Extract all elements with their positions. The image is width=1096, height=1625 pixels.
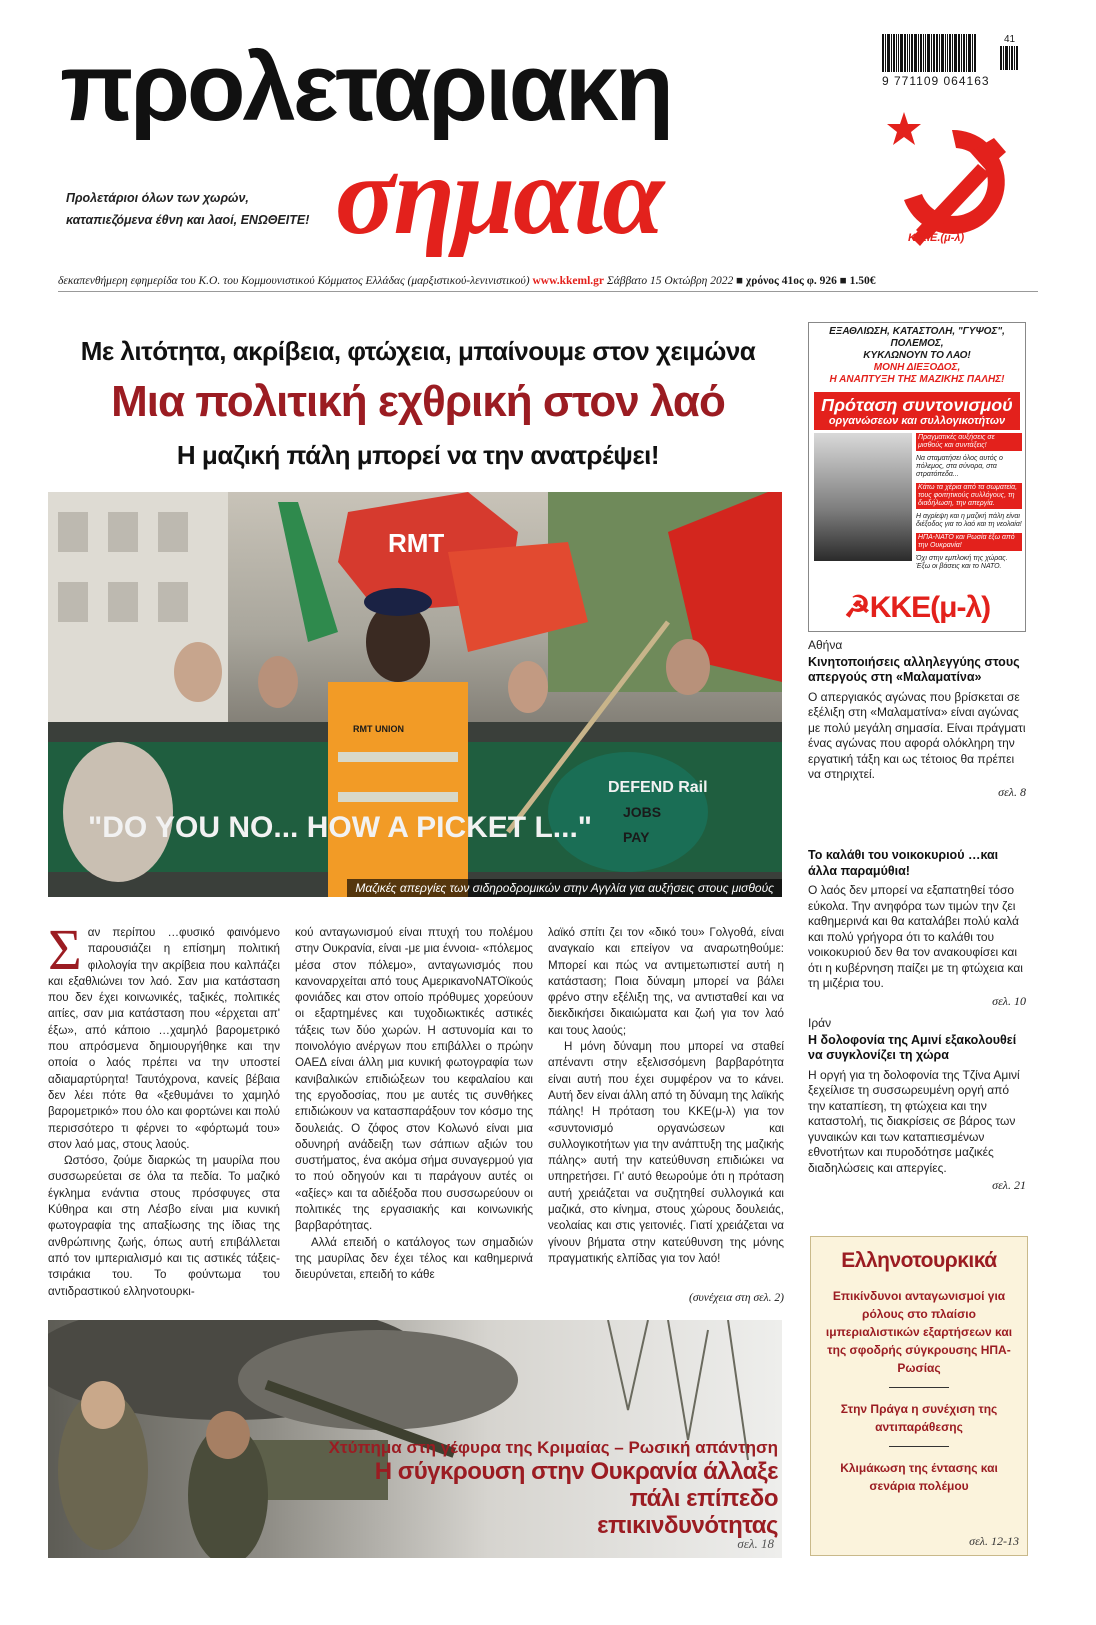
sign-pay: PAY [623,829,650,845]
issue-volume: χρόνος 41ος φ. 926 [745,275,837,287]
poster-slogan: Να σταματήσει όλος αυτός ο πόλεμος, στα σύνορα, στα στρατόπεδα... [916,455,1003,478]
article-column-1 [48,917,281,1300]
poster-head-4: Η ΑΝΑΠΤΥΞΗ ΤΗΣ ΜΑΖΙΚΗΣ ΠΑΛΗΣ! [829,374,1005,385]
lead-photo [48,492,782,897]
lead-headline: Μια πολιτική εχθρική στον λαό [111,377,725,426]
issue-bars [1000,46,1022,70]
issue-price: 1.50€ [849,275,876,287]
sidebar-item-page: σελ. 8 [998,784,1026,799]
info-bar: δεκαπενθήμερη εφημερίδα του Κ.Ο. του Κομμουνιστικού Κόμματος Ελλάδας (μαρξιστικού-λενινιστικού) www.kkeml.gr Σάββατο 15 Οκτώβρη 2022 ■ χρόνος 41ος φ. 926 ■ 1.50€ [58,272,1038,292]
sidebar-item-section: Αθήνα [808,638,843,652]
poster-logo-text: ΚΚΕ(μ-λ) [869,591,991,624]
sidebar-item-basket[interactable] [808,848,1026,1009]
article-column-3 [548,925,784,1267]
protest-illustration [48,492,782,897]
poster-middle [814,433,1022,570]
bottom-story-heading[interactable] [328,1438,778,1539]
greek-turkish-box[interactable] [810,1236,1028,1556]
bottom-story-headline-2: επικινδυνότητας [597,1512,778,1539]
emblem-label: Κ.Κ.Ε.(μ-λ) [908,232,965,244]
barcode-bars [882,34,990,72]
article-paragraph: αν περίπου …φυσικό φαινόμενο παρουσιάζει η επίσημη πολιτική φιλολογία την ακρίβεια που καλπάζει και εξαθλιώνει τον λαό. Σαν μια κατάσταση που δεν έχει κοινωνικές, ταξικές, πολιτικές αιτίες, σαν μια κατάσταση που «έρχεται απ' έξω», από κάποιο …χαμηλό βαρομετρικό που απρόσμενα δημιουργήθηκε και την οποία ο λαός πρέπει να την υποστεί αδιαμαρτύρητα! Ταυτόχρονα, κανείς βέβαια δεν λέει πότε θα «ξεθυμάνει το χαμηλό βαρομετρικό» που όλο και φορτώνει και πολύ περισσότερο τι φέρνει το «φόρτωμά του» στον λαό μας, στους λαούς. [48,926,281,1151]
poster-banner-title: Πρόταση συντονισμού [821,395,1013,415]
poster-header [809,323,1025,388]
sidebar-poster[interactable] [808,322,1026,632]
dropcap: Σ [48,917,82,982]
article-paragraph: Αλλά επειδή ο κατάλογος των σημαδιών της μαυρίλας δεν έχει τέλος και καθημερινά διευρύνεται, επειδή το κάθε [295,1235,533,1282]
sidebar-item-iran[interactable] [808,1016,1026,1194]
article-paragraph: κού ανταγωνισμού είναι πτυχή του πολέμου στην Ουκρανία, είναι -με μια έννοια- «πόλεμος μέσα στον πόλεμο», ανταγωνισμός που κανοναρχείται από τους ΑμερικανοΝΑΤΟϊκούς φονιάδες και στον οποίο πρόθυμες χορεύουν οι εξαρτημένες και τυχοδιωκτικές αστικές τάξεις των δύο χωρών. Η αστυνομία και το ποινολόγιο ανέργων που επιβάλλει ο πρώην ΟΑΕΔ είναι άλλη μια κυνική φωτογραφία των κανιβαλικών επιδιώξεων του κεφαλαίου και της εργοδοσίας, που με αυτές τις συνθήκες επιδιώκουν να κατασπαράξουν τον κόσμο της δουλειάς. Ο ζόφος στον Κολωνό είναι μια οδυνηρή ανάδειξη των σάπιων αξιών του συστήματος, ένα ακόμα σήμα συναγερμού για το πού οδηγούν και τι παράγουν αυτές οι «αξίες» και τα αδιέξοδα που συσσωρεύουν οι πολιτικές της εργασιακής και κοινωνικής βαρβαρότητας. [295,926,533,1233]
article-paragraph: λαϊκό σπίτι ζει τον «δικό του» Γολγοθά, είναι αναγκαίο και επείγον να αναρωτηθούμε: Μπορεί και πώς να αντιμετωπιστεί αυτή η κατάσταση; Ποια δύναμη μπορεί να βάλει φρένο στην εξέλιξη της, να αντισταθεί και να διεκδικήσει δικαιώματα και ζωή για τον λαό και τους λαούς; [548,926,784,1037]
box-item: Στην Πράγα η συνέχιση της αντιπαράθεσης [840,1402,998,1434]
issue-date: Σάββατο 15 Οκτώβρη 2022 [606,275,734,287]
sidebar-item-page: σελ. 10 [992,993,1026,1008]
barcode [882,34,1022,98]
motto-line-2: καταπιεζόμενα έθνη και λαοί, ΕΝΩΘΕΙΤΕ! [66,213,310,227]
article-column-2 [295,925,533,1284]
sidebar-item-text: Ο λαός δεν μπορεί να εξαπατηθεί τόσο εύκολα. Την ανηφόρα των τιμών την ζει καθημερινά και θα καταλάβει πολύ καλά και πολύ γρήγορα ότι το καλάθι του νοικοκυριού δεν θα τον ανακουφίσει και ότι η κυβέρνηση παίζει με τη φτώχεια και τη μιζέρια του. [808,883,1023,990]
poster-slogan: Πραγματικές αυξήσεις σε μισθούς και συντάξεις! [916,433,1022,451]
box-title: Ελληνοτουρκικά [841,1249,997,1272]
website-link[interactable]: www.kkeml.gr [532,275,605,287]
lead-photo-caption: Μαζικές απεργίες των σιδηροδρομικών στην Αγγλία για αυξήσεις στους μισθούς [347,879,782,897]
poster-slogan: Η αγρίεψη και η μαζική πάλη είναι διέξοδος για το λαό και τη νεολαία! [916,513,1022,528]
poster-logo [809,590,1025,625]
barcode-digits: 9 771109 064163 [882,74,990,88]
box-page: σελ. 12-13 [969,1534,1019,1548]
paper-description: δεκαπενθήμερη εφημερίδα του Κ.Ο. του Κομμουνιστικού Κόμματος Ελλάδας (μαρξιστικού-λενινιστικού) [58,275,530,287]
masthead-subtitle: σημαια [335,134,663,258]
poster-banner [814,392,1020,430]
poster-slogan: ΗΠΑ-ΝΑΤΟ και Ρωσία έξω από την Ουκρανία! [916,533,1022,551]
lead-subhead: Η μαζική πάλη μπορεί να την ανατρέψει! [176,440,660,470]
sidebar-item-text: Ο απεργιακός αγώνας που βρίσκεται σε εξέλιξη στη «Μαλαματίνα» είναι αγώνας με πολύ μεγάλη σημασία. Είναι πράγματι ένας αγώνας που αφορά ολόκληρη την εργατική τάξη και ως τέτοιος θα πρέπει να στηριχτεί. [808,689,1026,781]
bottom-story-kicker: Χτύπημα στη γέφυρα της Κριμαίας – Ρωσική απάντηση [328,1438,778,1457]
sign-defend-rail: DEFEND Rail [608,779,708,796]
article-paragraph: Η μόνη δύναμη που μπορεί να σταθεί απέναντι στην εξελισσόμενη βαρβαρότητα είναι αυτή που έχει συμφέρον να το κάνει. Αυτή δεν είναι άλλη από τη δύναμη της λαϊκής πάλης! Η πρόταση του ΚΚΕ(μ-λ) για τον «συντονισμό οργανώσεων και συλλογικοτήτων για την ανάπτυξη της μαζικής πάλης» αυτή την κατεύθυνση επιδιώκει να υπηρετήσει. Γι' αυτό θεωρούμε ότι η πρόταση αυτή χρειάζεται να συζητηθεί συλλογικά και μαζικά, στο κίνημα, στους χώρους δουλειάς, νεολαίας και στις γειτονιές. Γιατί χρειάζεται να γίνουν βήματα στην κατεύθυνση της μόνης πραγματικής ελπίδας για τον λαό! [548,1040,784,1265]
bottom-story-headline-1: Η σύγκρουση στην Ουκρανία άλλαξε πάλι επίπεδο [374,1458,778,1512]
poster-head-3: ΜΟΝΗ ΔΙΕΞΟΔΟΣ, [873,362,961,373]
motto [66,187,336,231]
sidebar-item-title: Το καλάθι του νοικοκυριού …και άλλα παραμύθια! [808,848,999,878]
motto-line-1: Προλετάριοι όλων των χωρών, [66,191,249,205]
box-divider [889,1387,949,1388]
flag-rmt: RMT [388,528,445,558]
article-paragraph: Ωστόσο, ζούμε διαρκώς τη μαυρίλα που συσσωρεύεται σε όλα τα πεδία. Το μαζικό έγκλημα ενάντια στους πρόσφυγες στα Κύθηρα και στη Λέσβο είναι μια κυνική φωτογραφία της απαξίωσης της ίδιας της ανθρώπινης ζωής, όπως αυτή επιβάλλεται από τον ιμπεριαλισμό και τις αστικές τάξεις-τσιράκια του. Το φούντωμα του αντιδραστικού ελληνοτουρκι- [48,1154,280,1298]
poster-slogans [916,433,1022,575]
box-divider [889,1446,949,1447]
sidebar-item-section: Ιράν [808,1016,832,1030]
vest-rmt-union: RMT UNION [353,724,404,734]
bottom-story-page: σελ. 18 [737,1536,774,1551]
sidebar-item-text: Η οργή για τη δολοφονία της Τζίνα Αμινί ξεχείλισε τη συσσωρευμένη οργή από την καταπίεση, τη φτώχεια και την καταστολή, τις διακρίσεις σε βάρος των γυναικών και των καταπιεσμένων εθνοτήτων και πυροδότησε μαζικές διαδηλώσεις και απεργίες. [808,1067,1020,1175]
masthead-title: προλεταριακη [60,34,671,141]
poster-banner-subtitle: οργανώσεων και συλλογικοτήτων [828,415,1006,427]
poster-head-2: ΚΥΚΛΩΝΟΥΝ ΤΟ ΛΑΟ! [863,350,971,361]
poster-slogan: Κάτω τα χέρια από τα σωματεία, τους φοιτητικούς συλλόγους, τη διαδήλωση, την απεργία. [916,483,1022,509]
sign-jobs: JOBS [623,804,662,820]
poster-photo [814,433,912,561]
sidebar-item-title: Η δολοφονία της Αμινί εξακολουθεί να συγκλονίζει τη χώρα [808,1032,1017,1062]
sidebar-item-page: σελ. 21 [992,1178,1026,1192]
sidebar-item-malamatina[interactable] [808,638,1026,800]
poster-slogan: Όχι στην εμπλοκή της χώρας. Έξω οι βάσεις και το ΝΑΤΟ. [916,555,1008,570]
lead-kicker: Με λιτότητα, ακρίβεια, φτώχεια, μπαίνουμε στον χειμώνα [80,336,756,366]
continued-note[interactable]: (συνέχεια στη σελ. 2) [689,1292,784,1304]
box-item: Επικίνδυνοι ανταγωνισμοί για ρόλους στο πλαίσιο ιμπεριαλιστικών εξαρτήσεων και της σφοδρής σύγκρουσης ΗΠΑ-Ρωσίας [825,1289,1013,1375]
banner-text: "DO YOU NO... HOW A PICKET L..." [88,811,593,844]
box-item: Κλιμάκωση της έντασης και σενάρια πολέμου [840,1461,998,1493]
poster-hammer-sickle-icon: ☭ [843,591,870,624]
sidebar-item-title: Κινητοποιήσεις αλληλεγγύης στους απεργούς στη «Μαλαματίνα» [808,654,1020,684]
poster-head-1: ΕΞΑΘΛΙΩΣΗ, ΚΑΤΑΣΤΟΛΗ, "ΓΥΨΟΣ", ΠΟΛΕΜΟΣ, [829,326,1005,349]
bottom-photo [48,1320,782,1558]
issue-code: 41 [1004,34,1016,45]
